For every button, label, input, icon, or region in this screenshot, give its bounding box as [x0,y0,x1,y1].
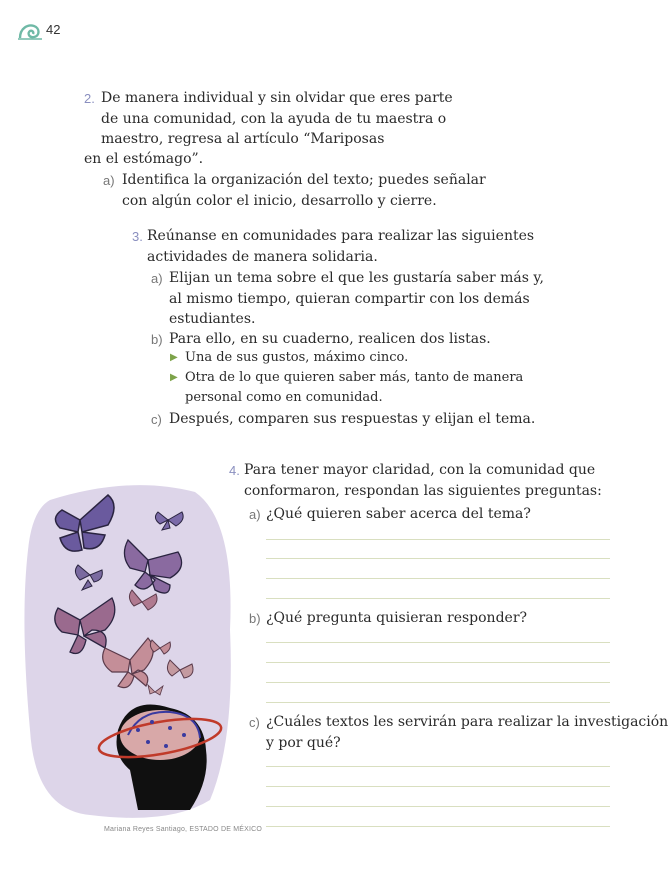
q3-b-bullet-2: Otra de lo que quieren saber más, tanto de manera personal como en comunidad. [185,370,524,405]
answer-line-a3[interactable] [266,578,610,579]
q4-number: 4. [229,463,240,478]
bullet-arrow-icon: ▶ [170,372,178,383]
bullet-arrow-icon: ▶ [170,352,178,363]
q3-c-letter: c) [151,412,162,427]
answer-line-c3[interactable] [266,806,610,807]
q4-text: Para tener mayor claridad, con la comunidad que conformaron, respondan las siguientes preguntas: [244,462,602,499]
butterflies-brain-illustration [20,480,240,820]
q2-a-text: Identifica la organización del texto; puedes señalar con algún color el inicio, desarrollo y cierre. [122,172,486,209]
snail-logo-icon [18,22,42,40]
q4-a-letter: a) [249,507,261,522]
q4-b-text: ¿Qué pregunta quisieran responder? [266,610,528,626]
q4-c-text: ¿Cuáles textos les servirán para realizar la investigación y por qué? [266,714,669,751]
q3-b-bullet-1: Una de sus gustos, máximo cinco. [185,350,409,365]
answer-line-b4[interactable] [266,702,610,703]
q4-b-letter: b) [249,611,261,626]
answer-line-b3[interactable] [266,682,610,683]
q3-text: Reúnanse en comunidades para realizar las siguientes actividades de manera solidaria. [147,228,535,265]
answer-line-c2[interactable] [266,786,610,787]
answer-line-a4[interactable] [266,598,610,599]
q4-a-text: ¿Qué quieren saber acerca del tema? [266,506,531,522]
q3-a-letter: a) [151,271,163,286]
q3-c-text: Después, comparen sus respuestas y elijan el tema. [169,411,536,427]
q3-b-text: Para ello, en su cuaderno, realicen dos listas. [169,331,491,347]
answer-line-b2[interactable] [266,662,610,663]
q2-text: De manera individual y sin olvidar que eres parte de una comunidad, con la ayuda de tu maestra o maestro, regresa al artículo “Mariposas [101,90,453,147]
answer-line-b1[interactable] [266,642,610,643]
answer-line-c1[interactable] [266,766,610,767]
page-number: 42 [46,22,61,37]
q3-b-letter: b) [151,332,163,347]
answer-line-c4[interactable] [266,826,610,827]
q2-a-letter: a) [103,173,115,188]
q3-number: 3. [132,229,143,244]
q2-text-end: en el estómago”. [84,151,204,167]
q3-a-text: Elijan un tema sobre el que les gustaría saber más y, al mismo tiempo, quieran compartir con los demás estudiantes. [169,270,544,327]
illustration-credit: Mariana Reyes Santiago, ESTADO DE MÉXICO [104,826,263,833]
q4-c-letter: c) [249,715,260,730]
answer-line-a1[interactable] [266,539,610,540]
q2-number: 2. [84,91,95,106]
answer-line-a2[interactable] [266,558,610,559]
